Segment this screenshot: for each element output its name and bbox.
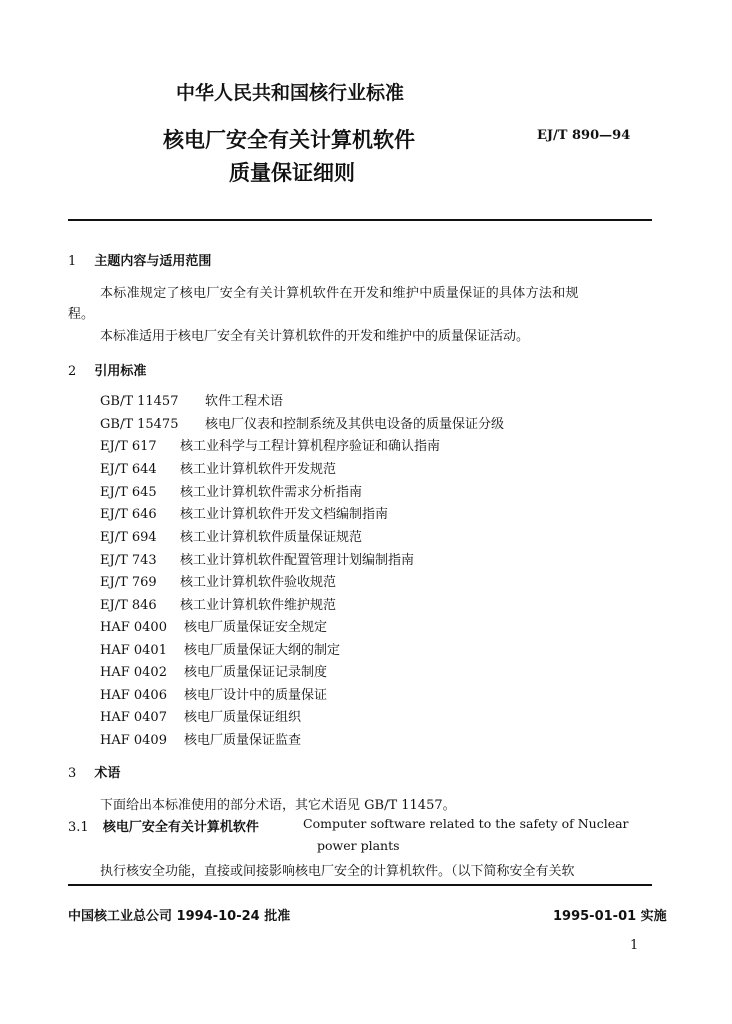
term-3-1: [68, 816, 259, 835]
reference-item: EJ/T 644 核工业计算机软件开发规范: [100, 462, 337, 477]
reference-item: EJ/T 743 核工业计算机软件配置管理计划编制指南: [100, 553, 415, 568]
standard-org-title: 中华人民共和国核行业标准: [176, 82, 405, 104]
reference-item: HAF 0407 核电厂质量保证组织: [100, 710, 302, 725]
section-3-heading: [68, 762, 120, 781]
page-number: 1: [630, 938, 639, 953]
effective-date: 1995-01-01 实施: [553, 909, 667, 924]
header-divider: [68, 219, 652, 221]
standard-code: EJ/T 890—94: [537, 128, 631, 143]
term-english-line1: Computer software related to the safety of Nuclear: [303, 816, 629, 831]
term-number: 3.1: [68, 820, 89, 835]
section-1-para2: 本标准适用于核电厂安全有关计算机软件的开发和维护中的质量保证活动。: [100, 329, 530, 344]
term-english-line2: power plants: [317, 838, 400, 853]
reference-item: EJ/T 617 核工业科学与工程计算机程序验证和确认指南: [100, 439, 441, 454]
doc-title-line1: 核电厂安全有关计算机软件: [163, 128, 415, 152]
section-3-intro: 下面给出本标准使用的部分术语，其它术语见 GB/T 11457。: [100, 798, 456, 813]
section-number: 3: [68, 766, 77, 781]
reference-item: GB/T 15475 核电厂仪表和控制系统及其供电设备的质量保证分级: [100, 417, 505, 432]
reference-item: EJ/T 646 核工业计算机软件开发文档编制指南: [100, 507, 389, 522]
section-1-heading: [68, 250, 211, 269]
section-number: 1: [68, 254, 77, 269]
term-chinese: 核电厂安全有关计算机软件: [102, 820, 259, 835]
reference-item: GB/T 11457 软件工程术语: [100, 394, 284, 409]
reference-item: HAF 0400 核电厂质量保证安全规定: [100, 620, 328, 635]
section-1-para1-line1: 本标准规定了核电厂安全有关计算机软件在开发和维护中质量保证的具体方法和规: [100, 286, 579, 301]
reference-item: EJ/T 645 核工业计算机软件需求分析指南: [100, 485, 363, 500]
reference-item: EJ/T 846 核工业计算机软件维护规范: [100, 598, 337, 613]
term-definition: 执行核安全功能，直接或间接影响核电厂安全的计算机软件。（以下简称安全有关软: [100, 864, 575, 879]
section-title: 引用标准: [94, 364, 147, 379]
reference-item: HAF 0409 核电厂质量保证监查: [100, 733, 302, 748]
doc-title-line2: 质量保证细则: [229, 161, 355, 185]
reference-item: EJ/T 769 核工业计算机软件验收规范: [100, 575, 337, 590]
footer-divider: [68, 884, 652, 886]
reference-item: EJ/T 694 核工业计算机软件质量保证规范: [100, 530, 363, 545]
reference-item: HAF 0401 核电厂质量保证大纲的制定: [100, 643, 341, 658]
section-number: 2: [68, 364, 77, 379]
section-1-para1-line2: 程。: [68, 307, 95, 322]
section-title: 术语: [94, 766, 121, 781]
approval-date: 中国核工业总公司 1994-10-24 批准: [68, 909, 291, 924]
reference-item: HAF 0402 核电厂质量保证记录制度: [100, 665, 328, 680]
section-2-heading: [68, 360, 146, 379]
reference-item: HAF 0406 核电厂设计中的质量保证: [100, 688, 328, 703]
section-title: 主题内容与适用范围: [94, 254, 212, 269]
